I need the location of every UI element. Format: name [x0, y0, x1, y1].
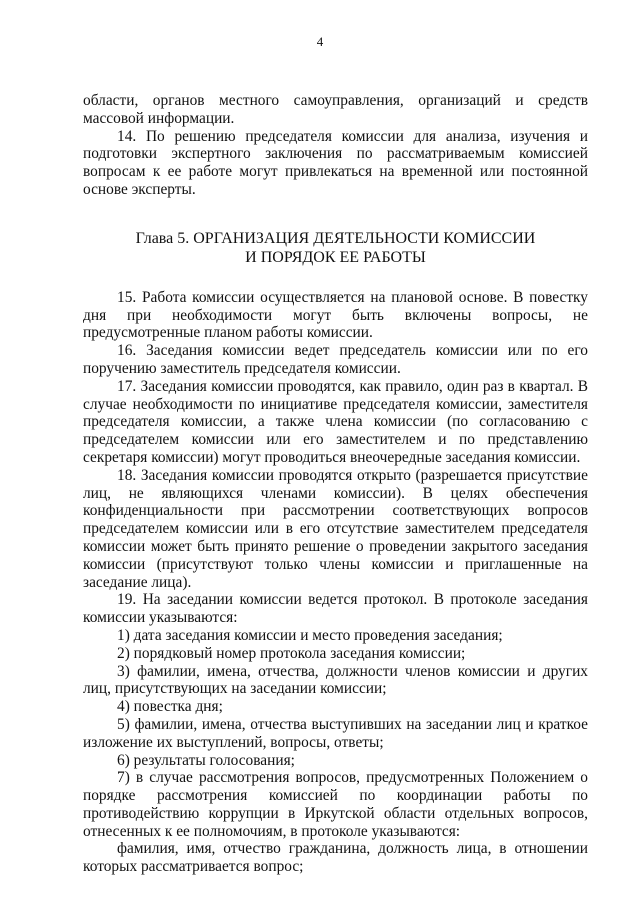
paragraph-continuation: области, органов местного самоуправления, организаций и средств массовой информации. [83, 92, 588, 127]
paragraph-17: 17. Заседания комиссии проводятся, как правило, один раз в квартал. В случае необходимости по инициативе председателя комиссии, заместителя председателя комиссии, а также члена комиссии (по согласованию с председателем комиссии или его заместителем и по представлению секретаря комиссии) могут проводиться внеочередные заседания комиссии. [83, 377, 588, 466]
list-item-4: 4) повестка дня; [117, 698, 223, 716]
list-item-6: 6) результаты голосования; [117, 751, 295, 769]
list-item-7-subitem: фамилия, имя, отчество гражданина, должность лица, в отношении которых рассматривается вопрос; [83, 840, 588, 876]
paragraph-15: 15. Работа комиссии осуществляется на плановой основе. В повестку дня при необходимости могут быть включены вопросы, не предусмотренные планом работы комиссии. [83, 288, 588, 342]
document-body [83, 92, 588, 876]
paragraph-18: 18. Заседания комиссии проводятся открыто (разрешается присутствие лиц, не являющихся членами комиссии). В целях обеспечения конфиденциальности при рассмотрении соответствующих вопросов председателем комиссии или в его отсутствие заместителем председателя комиссии может быть принято решение о проведении закрытого заседания комиссии (присутствуют только члены комиссии и приглашенные на заседание лица). [83, 466, 588, 591]
list-item-3: 3) фамилии, имена, отчества, должности членов комиссии и других лиц, присутствующих на заседании комиссии; [83, 662, 588, 698]
chapter-heading [83, 229, 588, 267]
list-item-5: 5) фамилии, имена, отчества выступивших на заседании лиц и краткое изложение их выступлений, вопросы, ответы; [83, 715, 588, 751]
paragraph-16: 16. Заседания комиссии ведет председатель комиссии или по его поручению заместитель председателя комиссии. [83, 342, 588, 377]
list-item-7: 7) в случае рассмотрения вопросов, предусмотренных Положением о порядке рассмотрения комиссией по координации работы по противодействию коррупции в Иркутской области отдельных вопросов, отнесенных к ее полномочиям, в протоколе указываются: [83, 769, 588, 840]
chapter-heading-line-2: И ПОРЯДОК ЕЕ РАБОТЫ [245, 248, 426, 266]
list-item-2: 2) порядковый номер протокола заседания комиссии; [117, 644, 466, 662]
paragraph-19: 19. На заседании комиссии ведется протокол. В протоколе заседания комиссии указываются: [83, 591, 588, 627]
paragraph-14: 14. По решению председателя комиссии для анализа, изучения и подготовки экспертного заключения по рассматриваемым комиссией вопросам к ее работе могут привлекаться на временной или постоянной основе эксперты. [83, 127, 588, 198]
chapter-heading-line-1: Глава 5. ОРГАНИЗАЦИЯ ДЕЯТЕЛЬНОСТИ КОМИССИИ [135, 229, 536, 247]
list-item-1: 1) дата заседания комиссии и место проведения заседания; [117, 626, 503, 644]
page-number: 4 [316, 34, 324, 49]
